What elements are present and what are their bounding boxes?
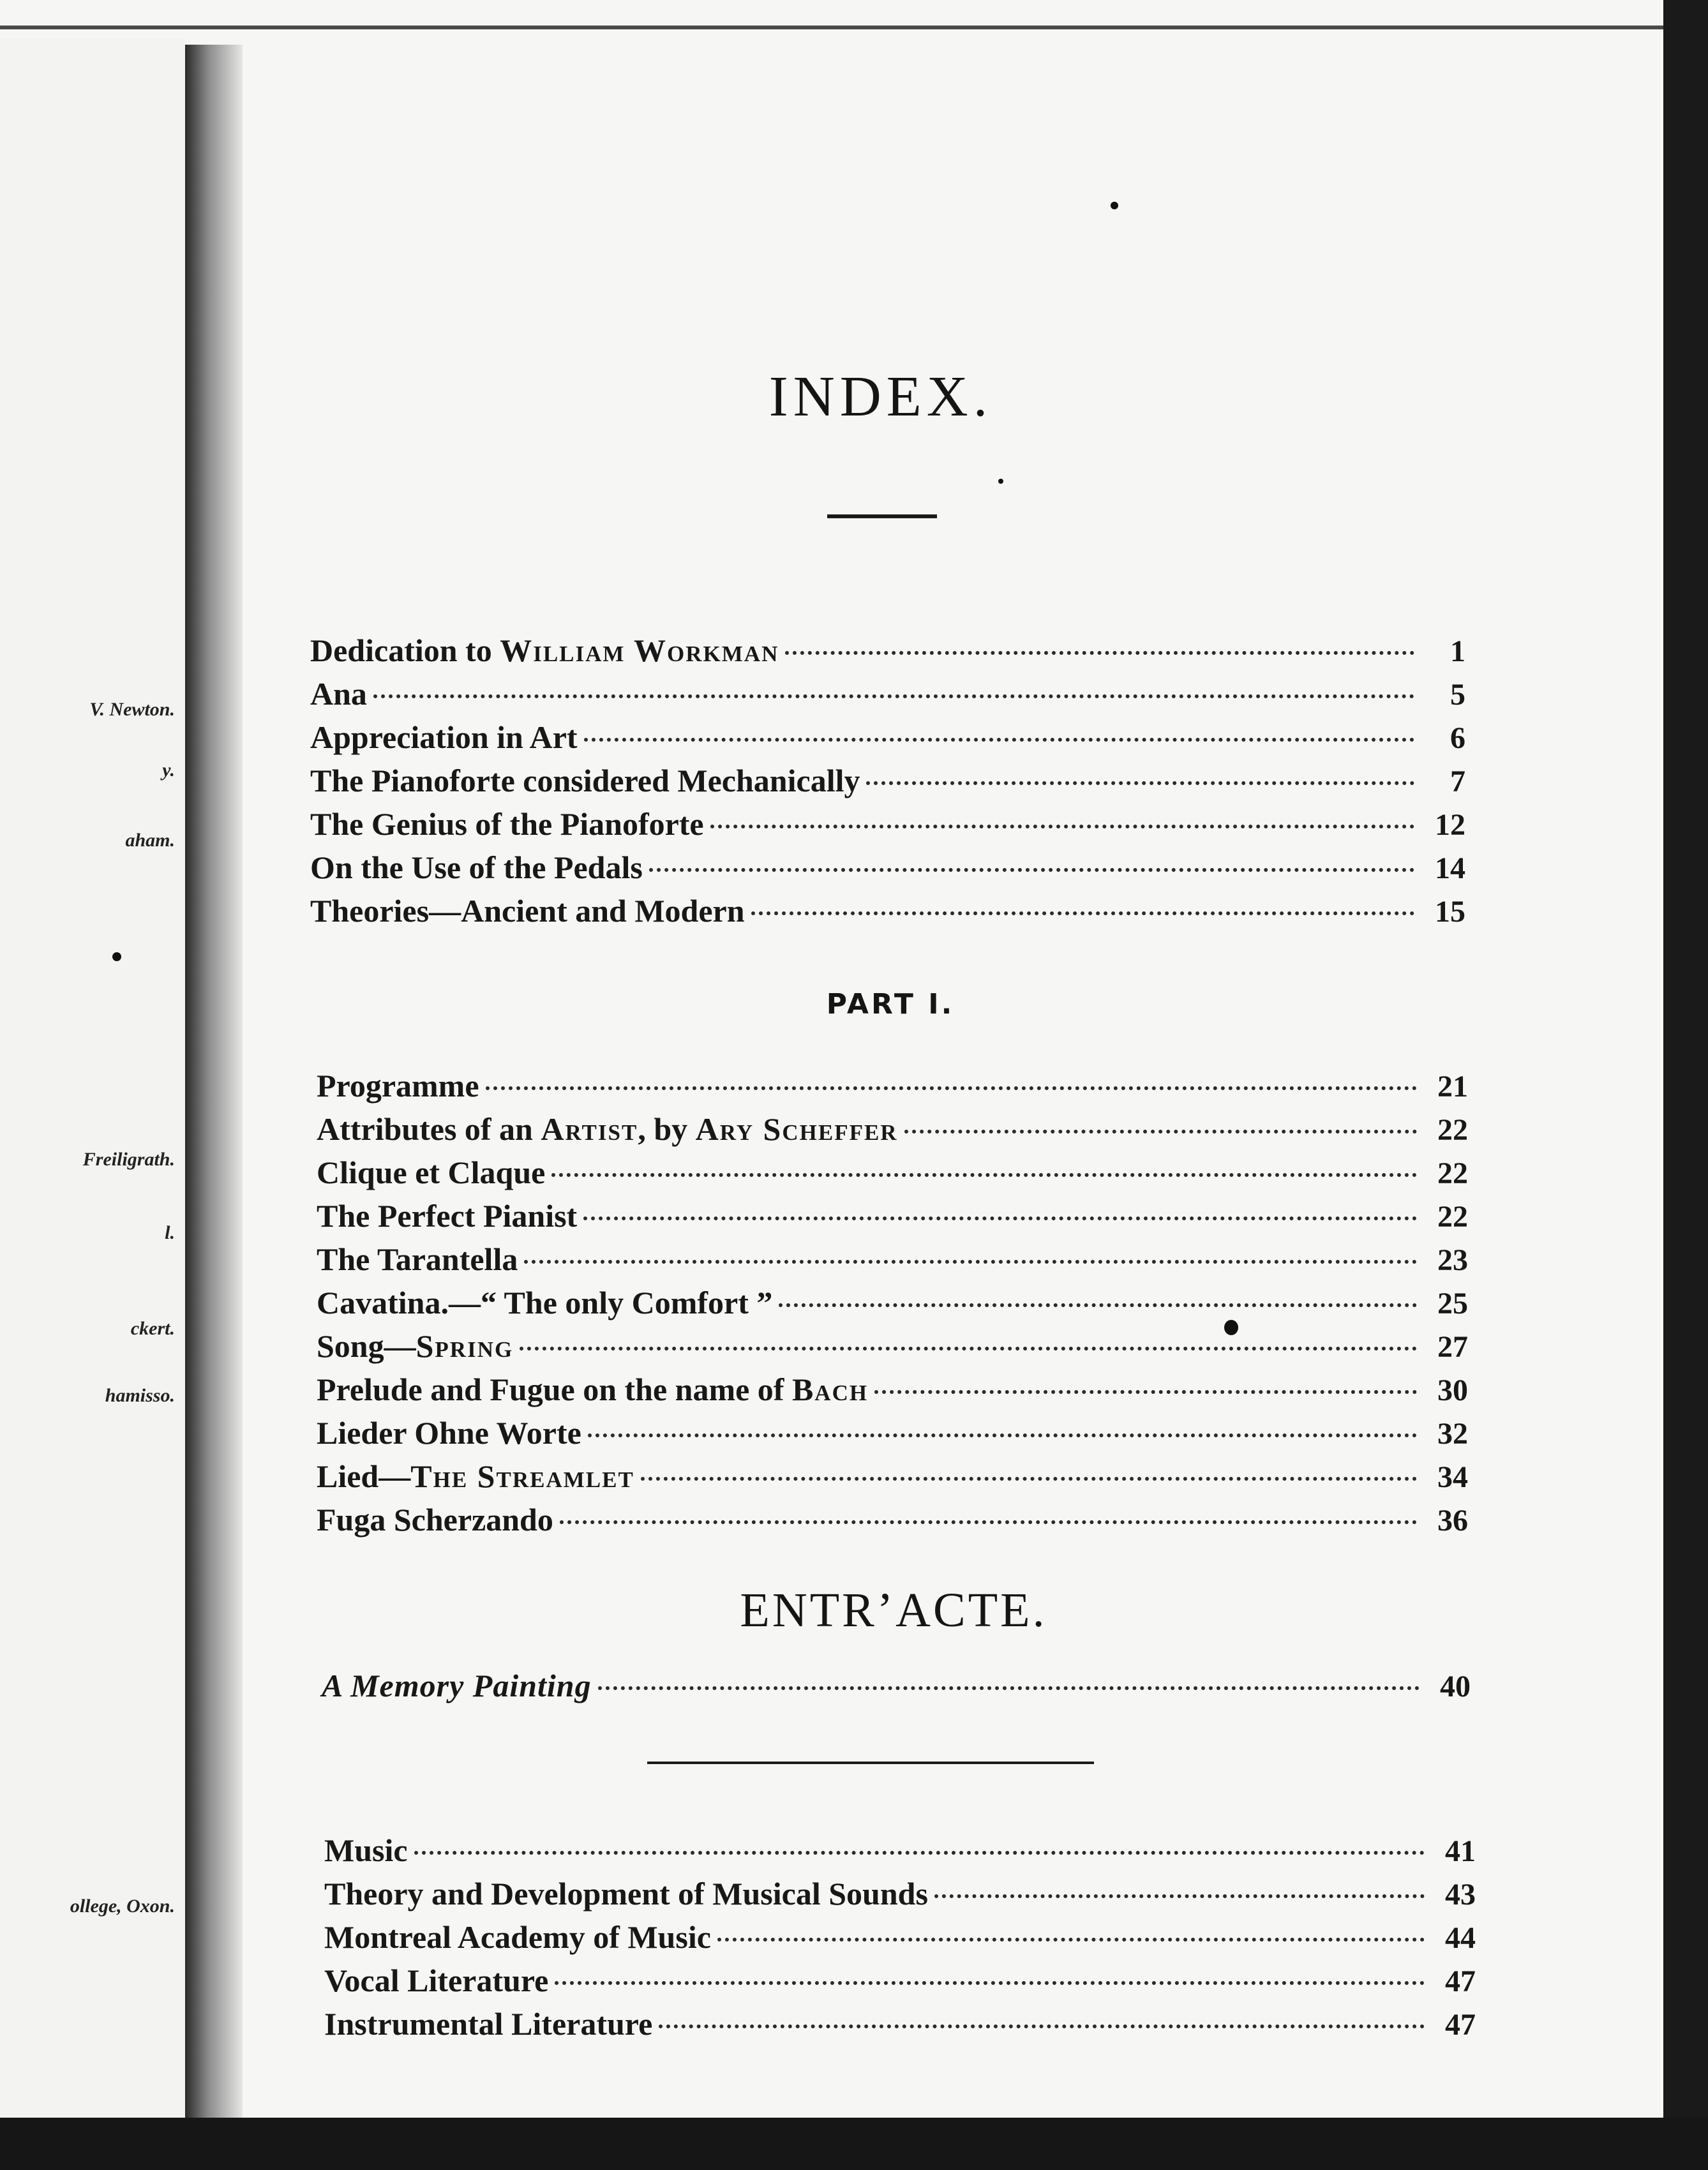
toc-entry-title-part: The Tarantella bbox=[317, 1241, 518, 1277]
left-fragment: ckert. bbox=[130, 1318, 175, 1339]
toc-entry-title-part: Instrumental Literature bbox=[324, 2006, 653, 2042]
toc-entry bbox=[324, 2005, 1476, 2049]
toc-entry bbox=[322, 1667, 1471, 1710]
ink-speck bbox=[1224, 1320, 1238, 1335]
dot-leader bbox=[486, 1086, 1417, 1090]
toc-entry-title bbox=[317, 1241, 518, 1278]
separator-rule bbox=[647, 1762, 1094, 1764]
toc-entry-title-part: On the Use of the Pedals bbox=[310, 849, 643, 885]
toc-final-section bbox=[324, 1832, 1476, 2049]
toc-page-number: 41 bbox=[1445, 1834, 1476, 1868]
dot-leader bbox=[520, 1347, 1417, 1351]
toc-page-number: 21 bbox=[1437, 1070, 1468, 1104]
title-rule bbox=[827, 514, 937, 518]
toc-entry-title-part: Montreal Academy of Music bbox=[324, 1919, 711, 1955]
dot-leader bbox=[649, 868, 1414, 872]
toc-entry-title-part: Clique et Claque bbox=[317, 1155, 546, 1190]
entracte-title: ENTR’ACTE. bbox=[740, 1583, 1047, 1637]
toc-entry-title-part: Dedication to bbox=[310, 632, 500, 668]
toc-page-number: 25 bbox=[1437, 1287, 1468, 1321]
toc-entry-title bbox=[310, 849, 643, 886]
toc-entry bbox=[310, 675, 1465, 719]
toc-page-number: 47 bbox=[1445, 2008, 1476, 2042]
toc-entry-title-part: Ana bbox=[310, 676, 367, 712]
toc-entry bbox=[324, 1875, 1476, 1919]
ink-speck bbox=[112, 952, 121, 961]
toc-entry-title bbox=[310, 632, 779, 669]
toc-entry bbox=[317, 1414, 1468, 1458]
part-one-title: PART I. bbox=[826, 988, 955, 1021]
toc-intro-section bbox=[310, 632, 1465, 936]
left-fragment: ollege, Oxon. bbox=[70, 1896, 175, 1917]
dot-leader bbox=[751, 911, 1414, 915]
toc-entry-title-part: Spring bbox=[416, 1328, 514, 1364]
toc-entry-title-part: Theory and Development of Musical Sounds bbox=[324, 1876, 928, 1912]
toc-page-number: 22 bbox=[1437, 1113, 1468, 1147]
toc-page-number: 47 bbox=[1445, 1964, 1476, 1998]
toc-entry-title-part: The Pianoforte considered Mechanically bbox=[310, 763, 860, 798]
toc-entry-title bbox=[317, 1111, 898, 1148]
left-fragment: V. Newton. bbox=[89, 699, 175, 720]
dot-leader bbox=[866, 781, 1414, 785]
toc-page-number: 7 bbox=[1450, 765, 1465, 798]
toc-entry-title-part: A Memory Painting bbox=[322, 1668, 592, 1703]
toc-page-number: 23 bbox=[1437, 1243, 1468, 1277]
toc-entry bbox=[317, 1458, 1468, 1501]
toc-entry-title bbox=[317, 1154, 545, 1191]
toc-entry-title-part: The Perfect Pianist bbox=[317, 1198, 578, 1234]
toc-entry bbox=[310, 805, 1465, 849]
ink-speck bbox=[998, 479, 1003, 484]
toc-entry bbox=[317, 1371, 1468, 1414]
toc-entry-title-part: The Streamlet bbox=[410, 1458, 634, 1494]
dot-leader bbox=[414, 1851, 1425, 1855]
toc-entry-title-part: Prelude and Fugue on the name of bbox=[317, 1372, 792, 1407]
dot-leader bbox=[555, 1981, 1425, 1985]
toc-entry-title bbox=[324, 1962, 548, 1999]
dot-leader bbox=[598, 1686, 1420, 1690]
toc-page-number: 36 bbox=[1437, 1504, 1468, 1538]
facing-page-fragment bbox=[0, 38, 185, 2118]
toc-page-number: 15 bbox=[1435, 895, 1465, 929]
dot-leader bbox=[874, 1390, 1417, 1394]
scan-border-right bbox=[1663, 0, 1708, 2118]
dot-leader bbox=[659, 2024, 1425, 2028]
dot-leader bbox=[785, 651, 1414, 655]
toc-page-number: 6 bbox=[1450, 721, 1465, 755]
dot-leader bbox=[524, 1260, 1417, 1264]
toc-entry-title bbox=[310, 719, 578, 756]
toc-entry-title-part: Music bbox=[324, 1832, 408, 1868]
toc-page-number: 30 bbox=[1437, 1373, 1468, 1407]
toc-entry-title bbox=[310, 892, 745, 929]
dot-leader bbox=[904, 1130, 1417, 1134]
left-fragment: aham. bbox=[125, 830, 175, 851]
toc-page-number: 44 bbox=[1445, 1921, 1476, 1955]
toc-page-number: 5 bbox=[1450, 678, 1465, 712]
toc-page-number: 12 bbox=[1435, 808, 1465, 842]
toc-entry bbox=[317, 1284, 1468, 1328]
toc-entry bbox=[310, 762, 1465, 805]
toc-entry-title-part: Fuga Scherzando bbox=[317, 1502, 553, 1538]
ink-speck bbox=[1111, 202, 1118, 209]
toc-page-number: 1 bbox=[1450, 634, 1465, 668]
toc-entry-title bbox=[317, 1067, 479, 1104]
left-fragment: l. bbox=[165, 1222, 175, 1243]
dot-leader bbox=[934, 1894, 1425, 1898]
toc-entry-title-part: Bach bbox=[791, 1372, 869, 1407]
toc-entry-title bbox=[322, 1667, 592, 1704]
left-fragment: Freiligrath. bbox=[82, 1149, 175, 1170]
toc-entry-title bbox=[324, 1919, 711, 1956]
left-fragment: y. bbox=[162, 760, 175, 781]
toc-entry bbox=[317, 1111, 1468, 1154]
toc-entry bbox=[317, 1067, 1468, 1111]
toc-entry bbox=[310, 632, 1465, 675]
toc-entry bbox=[317, 1197, 1468, 1241]
book-gutter bbox=[185, 45, 243, 2118]
toc-entry-title bbox=[324, 1875, 928, 1912]
dot-leader bbox=[779, 1303, 1417, 1307]
toc-page-number: 22 bbox=[1437, 1156, 1468, 1190]
toc-page-number: 27 bbox=[1437, 1330, 1468, 1364]
dot-leader bbox=[373, 694, 1414, 698]
dot-leader bbox=[717, 1938, 1425, 1942]
toc-entry-title bbox=[310, 675, 367, 712]
toc-entry-title bbox=[317, 1501, 553, 1538]
toc-entry-title-part: Theories—Ancient and Modern bbox=[310, 893, 745, 929]
toc-entry-title bbox=[310, 805, 704, 842]
toc-page-number: 32 bbox=[1437, 1417, 1468, 1451]
toc-entry-title-part: Artist bbox=[541, 1111, 638, 1147]
toc-entry bbox=[310, 849, 1465, 892]
toc-entry-title-part: Cavatina.—“ The only Comfort ” bbox=[317, 1285, 773, 1321]
toc-part-one-section bbox=[317, 1067, 1468, 1545]
toc-entry-title bbox=[317, 1328, 513, 1365]
dot-leader bbox=[584, 738, 1414, 742]
toc-entry bbox=[317, 1328, 1468, 1371]
dot-leader bbox=[588, 1433, 1417, 1437]
toc-entry bbox=[317, 1501, 1468, 1545]
toc-entry bbox=[310, 719, 1465, 762]
scan-border-bottom bbox=[0, 2118, 1708, 2170]
toc-entry-title bbox=[317, 1371, 868, 1408]
dot-leader bbox=[710, 825, 1414, 828]
toc-entry bbox=[310, 892, 1465, 936]
toc-entry-title-part: Song— bbox=[317, 1328, 416, 1364]
toc-entracte-section bbox=[322, 1667, 1471, 1710]
top-edge-shadow bbox=[0, 26, 1663, 29]
toc-entry-title bbox=[324, 1832, 408, 1869]
toc-page-number: 22 bbox=[1437, 1200, 1468, 1234]
toc-entry-title-part: Appreciation in Art bbox=[310, 719, 578, 755]
dot-leader bbox=[641, 1477, 1417, 1481]
toc-page-number: 14 bbox=[1435, 851, 1465, 885]
toc-page-number: 40 bbox=[1440, 1670, 1471, 1703]
toc-page-number: 34 bbox=[1437, 1460, 1468, 1494]
toc-entry bbox=[324, 1832, 1476, 1875]
toc-entry-title-part: William Workman bbox=[500, 632, 779, 668]
toc-entry-title-part: Attributes of an bbox=[317, 1111, 541, 1147]
toc-entry-title-part: Vocal Literature bbox=[324, 1963, 549, 1998]
dot-leader bbox=[583, 1216, 1417, 1220]
toc-entry-title bbox=[317, 1414, 581, 1451]
left-fragment: hamisso. bbox=[105, 1385, 175, 1406]
dot-leader bbox=[560, 1520, 1417, 1524]
toc-entry-title-part: Ary Scheffer bbox=[695, 1111, 898, 1147]
toc-entry-title bbox=[317, 1284, 772, 1321]
dot-leader bbox=[551, 1173, 1417, 1177]
toc-entry bbox=[317, 1241, 1468, 1284]
toc-entry-title bbox=[317, 1458, 634, 1495]
toc-page-number: 43 bbox=[1445, 1878, 1476, 1912]
toc-entry-title bbox=[324, 2005, 652, 2042]
toc-entry-title-part: Lied— bbox=[317, 1458, 411, 1494]
toc-entry-title-part: , by bbox=[638, 1111, 696, 1147]
toc-entry-title-part: Programme bbox=[317, 1068, 479, 1104]
toc-entry-title-part: Lieder Ohne Worte bbox=[317, 1415, 581, 1451]
toc-entry bbox=[317, 1154, 1468, 1197]
toc-entry bbox=[324, 1919, 1476, 1962]
toc-entry-title-part: The Genius of the Pianoforte bbox=[310, 806, 704, 842]
toc-entry bbox=[324, 1962, 1476, 2005]
index-title: INDEX. bbox=[768, 365, 993, 428]
toc-entry-title bbox=[317, 1197, 577, 1234]
toc-entry-title bbox=[310, 762, 860, 799]
